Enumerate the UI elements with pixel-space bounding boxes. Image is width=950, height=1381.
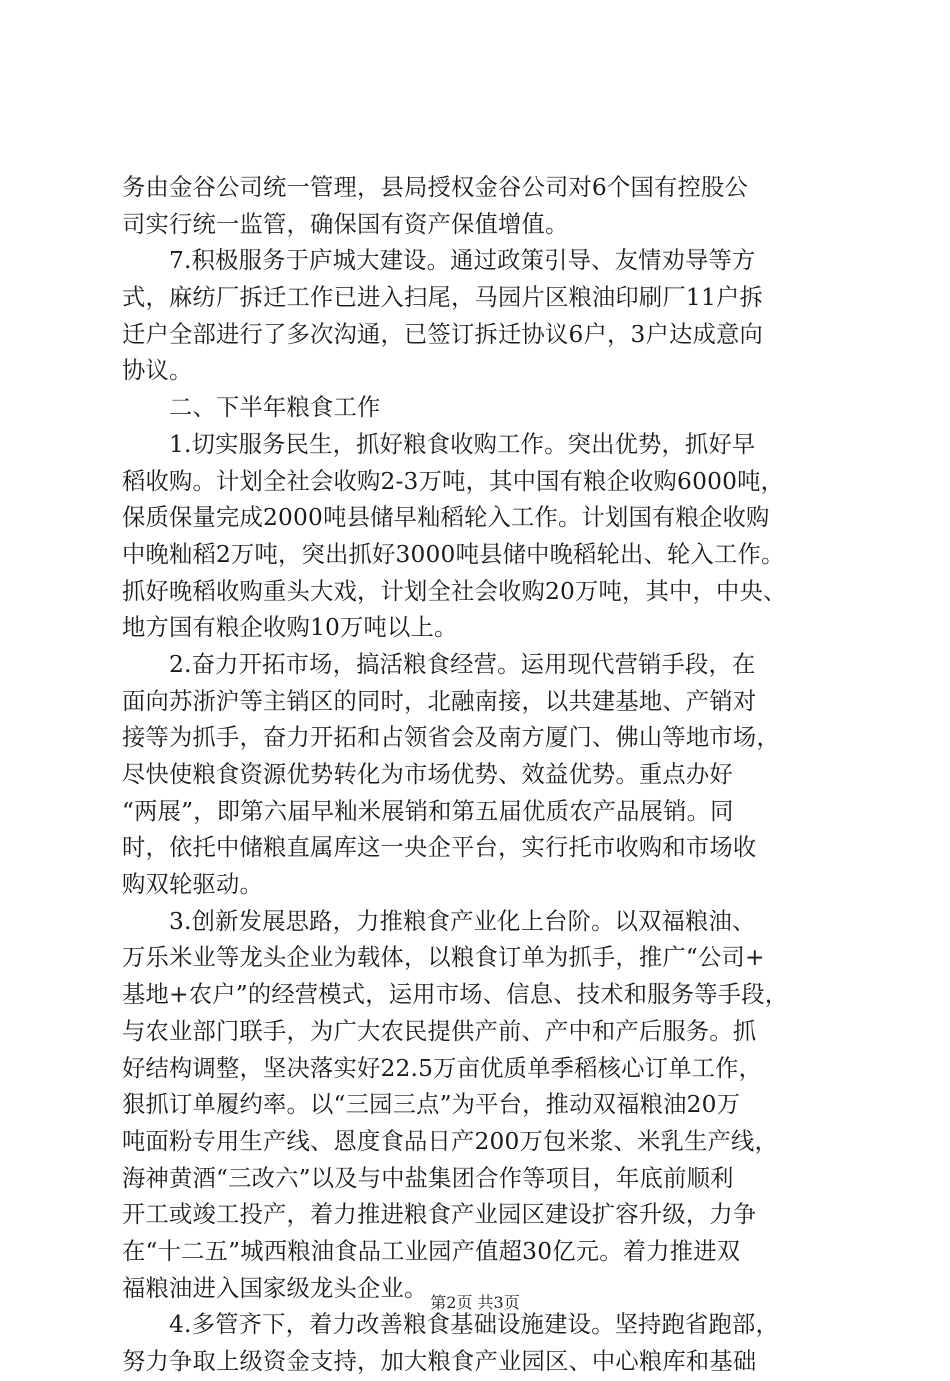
text-line: 抓好晚稻收购重头大戏，计划全社会收购20万吨，其中，中央、	[122, 577, 787, 605]
text-line: 接等为抓手，奋力开拓和占领省会及南方厦门、佛山等地市场，	[122, 724, 780, 752]
text-line: 尽快使粮食资源优势转化为市场优势、效益优势。重点办好	[122, 761, 733, 788]
document-body	[122, 170, 830, 1381]
text-line: 福粮油进入国家级龙头企业。	[122, 1274, 428, 1302]
text-line: 基地+农户”的经营模式，运用市场、信息、技术和服务等手段，	[122, 981, 789, 1009]
text-line: 务由金谷公司统一管理，县局授权金谷公司对6个国有控股公	[122, 174, 748, 201]
text-line: 与农业部门联手，为广大农民提供产前、产中和产后服务。抓	[122, 1017, 757, 1045]
text-line: 保质保量完成2000吨县储早籼稻轮入工作。计划国有粮企收购	[122, 504, 770, 532]
text-line: 迁户全部进行了多次沟通，已签订拆迁协议6户，3户达成意向	[122, 320, 763, 348]
text-line: 3.创新发展思路，力推粮食产业化上台阶。以双福粮油、	[122, 907, 756, 935]
text-line: 4.多管齐下，着力改善粮食基础设施建设。坚持跑省跑部，	[122, 1311, 780, 1339]
text-line: 海神黄酒“三改六”以及与中盐集团合作等项目，年底前顺利	[122, 1164, 734, 1192]
text-line: “两展”，即第六届早籼米展销和第五届优质农产品展销。同	[122, 797, 734, 825]
text-line: 协议。	[122, 357, 193, 385]
page-footer: 第2页 共3页	[430, 1293, 520, 1312]
text-line: 开工或竣工投产，着力推进粮食产业园区建设扩容升级，力争	[122, 1201, 757, 1229]
text-line: 在“十二五”城西粮油食品工业园产值超30亿元。着力推进双	[122, 1237, 741, 1265]
text-line: 购双轮驱动。	[122, 871, 263, 899]
text-line: 狠抓订单履约率。以“三园三点”为平台，推动双福粮油20万	[122, 1091, 741, 1119]
text-line: 式，麻纺厂拆迁工作已进入扫尾，马园片区粮油印刷厂11户拆	[122, 284, 763, 312]
text-line: 7.积极服务于庐城大建设。通过政策引导、友情劝导等方	[122, 247, 756, 275]
text-line: 努力争取上级资金支持，加大粮食产业园区、中心粮库和基础	[122, 1348, 757, 1375]
text-line: 万乐米业等龙头企业为载体，以粮食订单为抓手，推广“公司+	[122, 944, 765, 972]
text-line: 吨面粉专用生产线、恩度食品日产200万包米浆、米乳生产线，	[122, 1127, 778, 1155]
text-line: 稻收购。计划全社会收购2-3万吨，其中国有粮企收购6000吨，	[122, 467, 785, 495]
text-line: 二、下半年粮食工作	[122, 394, 381, 422]
text-line: 面向苏浙沪等主销区的同时，北融南接，以共建基地、产销对	[122, 687, 757, 715]
text-line: 2.奋力开拓市场，搞活粮食经营。运用现代营销手段，在	[122, 650, 756, 678]
text-line: 1.切实服务民生，抓好粮食收购工作。突出优势，抓好早	[122, 430, 756, 458]
text-line: 好结构调整，坚决落实好22.5万亩优质单季稻核心订单工作，	[122, 1054, 763, 1082]
text-line: 地方国有粮企收购10万吨以上。	[122, 614, 458, 642]
text-line: 中晚籼稻2万吨，突出抓好3000吨县储中晚稻轮出、轮入工作。	[122, 540, 785, 568]
text-line: 时，依托中储粮直属库这一央企平台，实行托市收购和市场收	[122, 834, 757, 862]
text-line: 司实行统一监管，确保国有资产保值增值。	[122, 210, 569, 238]
